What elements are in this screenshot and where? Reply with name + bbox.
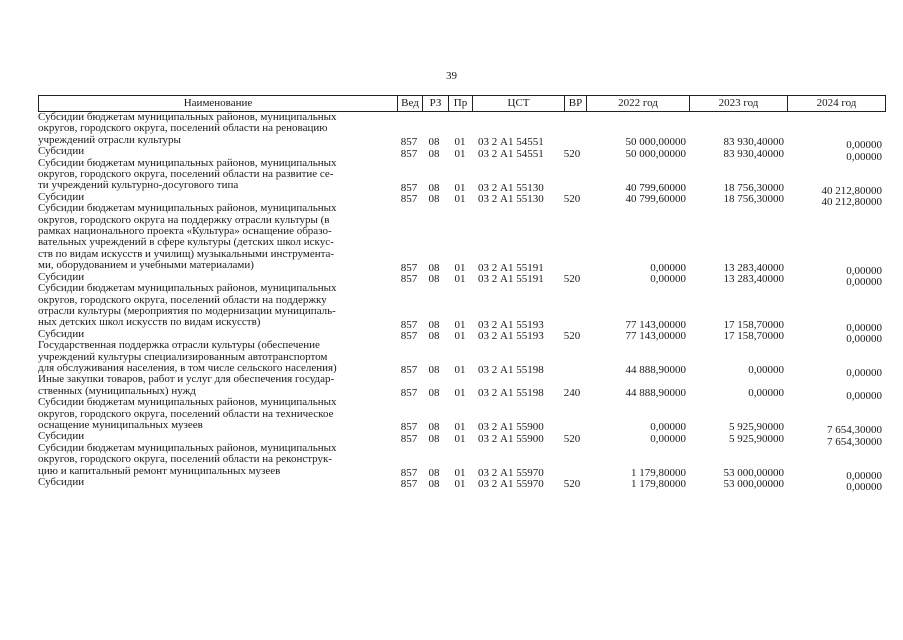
page-number: 39 xyxy=(446,70,457,82)
cst-cell: 03 2 А1 55191 xyxy=(478,261,544,274)
rz-cell: 08 xyxy=(428,136,440,149)
ved-cell: 857 xyxy=(400,181,418,194)
row-name-line: Субсидии бюджетам муниципальных районов, муниципальных xyxy=(38,156,337,169)
pr-cell: 01 xyxy=(454,467,466,479)
header-rz: РЗ xyxy=(422,96,448,111)
pr-cell: 01 xyxy=(454,364,466,377)
row-name-line: Субсидии xyxy=(38,190,85,203)
ved-cell: 857 xyxy=(400,147,418,160)
row-name-line: учреждений культуры специализированным автотранспортом xyxy=(38,350,328,363)
amount-2023-cell: 17 158,70000 xyxy=(723,318,784,331)
ved-cell: 857 xyxy=(400,364,418,377)
amount-2022-cell: 44 888,90000 xyxy=(625,364,686,377)
amount-2022-cell: 0,00000 xyxy=(650,261,686,274)
rz-cell: 08 xyxy=(428,181,440,194)
row-name-line: учреждений отрасли культуры xyxy=(38,133,181,146)
row-values xyxy=(38,478,886,494)
row-name-line: округов, городского округа, поселений области на поддержку xyxy=(38,293,327,306)
pr-cell: 01 xyxy=(454,478,466,491)
amount-2022-cell: 1 179,80000 xyxy=(631,467,686,479)
row-name-line: Субсидии бюджетам муниципальных районов, муниципальных xyxy=(38,202,337,215)
rz-cell: 08 xyxy=(428,364,440,377)
pr-cell: 01 xyxy=(454,181,466,194)
cst-cell: 03 2 А1 55193 xyxy=(478,318,544,331)
amount-2024-cell: 0,00000 xyxy=(846,367,882,380)
rz-cell: 08 xyxy=(428,330,440,343)
pr-cell: 01 xyxy=(454,147,466,160)
row-name-line: для обслуживания населения, в том числе сельского населения) xyxy=(38,361,337,374)
amount-2023-cell: 0,00000 xyxy=(748,364,784,377)
amount-2022-cell: 0,00000 xyxy=(650,273,686,286)
vr-cell: 520 xyxy=(563,478,581,491)
ved-cell: 857 xyxy=(400,318,418,331)
table-header xyxy=(38,95,886,112)
row-name-line: округов, городского округа на поддержку отрасли культуры (в xyxy=(38,213,330,226)
rz-cell: 08 xyxy=(428,467,440,479)
amount-2024-cell: 0,00000 xyxy=(846,333,882,346)
cst-cell: 03 2 А1 55900 xyxy=(478,421,544,434)
ved-cell: 857 xyxy=(400,330,418,343)
pr-cell: 01 xyxy=(454,261,466,274)
cst-cell: 03 2 А1 55970 xyxy=(478,478,544,491)
header-2023: 2023 год xyxy=(689,96,787,111)
amount-2024-cell: 0,00000 xyxy=(846,276,882,289)
row-name-line: отрасли культуры (мероприятия по модернизации муниципаль- xyxy=(38,304,336,317)
amount-2022-cell: 0,00000 xyxy=(650,432,686,445)
amount-2022-cell: 40 799,60000 xyxy=(625,193,686,206)
ved-cell: 857 xyxy=(400,136,418,149)
vr-cell: 520 xyxy=(563,330,581,343)
ved-cell: 857 xyxy=(400,193,418,206)
row-name-line: округов, городского округа, поселений области на техническое xyxy=(38,407,334,420)
amount-2022-cell: 40 799,60000 xyxy=(625,181,686,194)
rz-cell: 08 xyxy=(428,147,440,160)
amount-2023-cell: 53 000,00000 xyxy=(723,467,784,479)
amount-2023-cell: 13 283,40000 xyxy=(723,261,784,274)
table-body xyxy=(38,111,886,494)
row-name-line: ти учреждений культурно-досугового типа xyxy=(38,179,239,192)
row-name-line: цию и капитальный ремонт муниципальных музеев xyxy=(38,464,281,477)
cst-cell: 03 2 А1 55900 xyxy=(478,432,544,445)
row-name-line: округов, городского округа, поселений области на развитие се- xyxy=(38,168,334,181)
header-pr: Пр xyxy=(448,96,472,111)
ved-cell: 857 xyxy=(400,261,418,274)
row-name-line: Субсидии xyxy=(38,145,85,158)
amount-2024-cell: 0,00000 xyxy=(846,390,882,403)
pr-cell: 01 xyxy=(454,136,466,149)
row-name-line: Субсидии бюджетам муниципальных районов, муниципальных xyxy=(38,111,337,123)
vr-cell: 520 xyxy=(563,273,581,286)
pr-cell: 01 xyxy=(454,193,466,206)
amount-2024-cell: 7 654,30000 xyxy=(827,424,882,437)
cst-cell: 03 2 А1 55193 xyxy=(478,330,544,343)
vr-cell: 520 xyxy=(563,147,581,160)
amount-2024-cell: 40 212,80000 xyxy=(821,184,882,197)
row-name-line: ми, оборудованием и учебными материалами) xyxy=(38,259,254,272)
cst-cell: 03 2 А1 54551 xyxy=(478,147,544,160)
amount-2024-cell: 0,00000 xyxy=(846,481,882,494)
row-name-line: Субсидии xyxy=(38,430,85,443)
amount-2024-cell: 0,00000 xyxy=(846,150,882,163)
row-name-line: Иные закупки товаров, работ и услуг для обеспечения государ- xyxy=(38,373,335,386)
row-name-line: округов, городского округа, поселений области на реконструк- xyxy=(38,453,333,466)
rz-cell: 08 xyxy=(428,261,440,274)
ved-cell: 857 xyxy=(400,478,418,491)
row-name-line: Субсидии бюджетам муниципальных районов, муниципальных xyxy=(38,396,337,409)
pr-cell: 01 xyxy=(454,421,466,434)
row-name-line: ственных (муниципальных) нужд xyxy=(38,384,196,397)
cst-cell: 03 2 А1 55198 xyxy=(478,364,544,377)
pr-cell: 01 xyxy=(454,273,466,286)
amount-2023-cell: 17 158,70000 xyxy=(723,330,784,343)
rz-cell: 08 xyxy=(428,478,440,491)
amount-2023-cell: 18 756,30000 xyxy=(723,181,784,194)
amount-2023-cell: 5 925,90000 xyxy=(729,432,784,445)
amount-2023-cell: 53 000,00000 xyxy=(723,478,784,491)
header-2024: 2024 год xyxy=(787,96,885,111)
row-name-line: Субсидии xyxy=(38,476,85,488)
rz-cell: 08 xyxy=(428,318,440,331)
row-name-line: рамках национального проекта «Культура» оснащение образо- xyxy=(38,225,332,238)
amount-2023-cell: 5 925,90000 xyxy=(729,421,784,434)
pr-cell: 01 xyxy=(454,318,466,331)
header-name: Наименование xyxy=(183,97,253,109)
header-cst: ЦСТ xyxy=(472,96,564,111)
ved-cell: 857 xyxy=(400,387,418,400)
amount-2024-cell: 0,00000 xyxy=(846,321,882,334)
cst-cell: 03 2 А1 55970 xyxy=(478,467,544,479)
amount-2023-cell: 83 930,40000 xyxy=(723,136,784,149)
rz-cell: 08 xyxy=(428,432,440,445)
pr-cell: 01 xyxy=(454,330,466,343)
rz-cell: 08 xyxy=(428,387,440,400)
cst-cell: 03 2 А1 55130 xyxy=(478,181,544,194)
amount-2023-cell: 18 756,30000 xyxy=(723,193,784,206)
amount-2024-cell: 7 654,30000 xyxy=(827,435,882,448)
cst-cell: 03 2 А1 54551 xyxy=(478,136,544,149)
header-vr: ВР xyxy=(564,96,586,111)
cst-cell: 03 2 А1 55130 xyxy=(478,193,544,206)
table-row xyxy=(38,111,886,152)
row-name-line: Государственная поддержка отрасли культуры (обеспечение xyxy=(38,339,320,352)
amount-2022-cell: 77 143,00000 xyxy=(625,330,686,343)
row-name-line: вательных учреждений в сфере культуры (детских школ искус- xyxy=(38,236,334,249)
table-row xyxy=(38,282,886,334)
row-name-line: Субсидии xyxy=(38,270,85,283)
amount-2023-cell: 83 930,40000 xyxy=(723,147,784,160)
amount-2023-cell: 13 283,40000 xyxy=(723,273,784,286)
ved-cell: 857 xyxy=(400,273,418,286)
amount-2024-cell: 0,00000 xyxy=(846,470,882,482)
vr-cell: 520 xyxy=(563,193,581,206)
cst-cell: 03 2 А1 55198 xyxy=(478,387,544,400)
row-name-line: Субсидии xyxy=(38,327,85,340)
header-ved: Вед xyxy=(397,96,422,111)
row-name-line: Субсидии бюджетам муниципальных районов, муниципальных xyxy=(38,441,337,454)
ved-cell: 857 xyxy=(400,432,418,445)
amount-2024-cell: 0,00000 xyxy=(846,264,882,277)
pr-cell: 01 xyxy=(454,432,466,445)
table-row xyxy=(38,476,886,494)
amount-2022-cell: 1 179,80000 xyxy=(631,478,686,491)
amount-2024-cell: 0,00000 xyxy=(846,139,882,152)
header-2022: 2022 год xyxy=(586,96,689,111)
table-row xyxy=(38,396,886,437)
rz-cell: 08 xyxy=(428,421,440,434)
row-name-line: Субсидии бюджетам муниципальных районов, муниципальных xyxy=(38,282,337,295)
ved-cell: 857 xyxy=(400,467,418,479)
ved-cell: 857 xyxy=(400,421,418,434)
amount-2022-cell: 50 000,00000 xyxy=(625,147,686,160)
row-name-line: округов, городского округа, поселений области на реновацию xyxy=(38,122,328,135)
vr-cell: 520 xyxy=(563,432,581,445)
amount-2022-cell: 0,00000 xyxy=(650,421,686,434)
rz-cell: 08 xyxy=(428,273,440,286)
amount-2022-cell: 77 143,00000 xyxy=(625,318,686,331)
row-name-line: оснащение муниципальных музеев xyxy=(38,418,203,431)
amount-2022-cell: 50 000,00000 xyxy=(625,136,686,149)
row-name-line: ств по видам искусств и училищ) музыкальными инструмента- xyxy=(38,247,335,260)
pr-cell: 01 xyxy=(454,387,466,400)
vr-cell: 240 xyxy=(563,387,581,400)
amount-2023-cell: 0,00000 xyxy=(748,387,784,400)
cst-cell: 03 2 А1 55191 xyxy=(478,273,544,286)
row-name-line: ных детских школ искусств по видам искусств) xyxy=(38,316,261,329)
rz-cell: 08 xyxy=(428,193,440,206)
amount-2024-cell: 40 212,80000 xyxy=(821,196,882,209)
amount-2022-cell: 44 888,90000 xyxy=(625,387,686,400)
